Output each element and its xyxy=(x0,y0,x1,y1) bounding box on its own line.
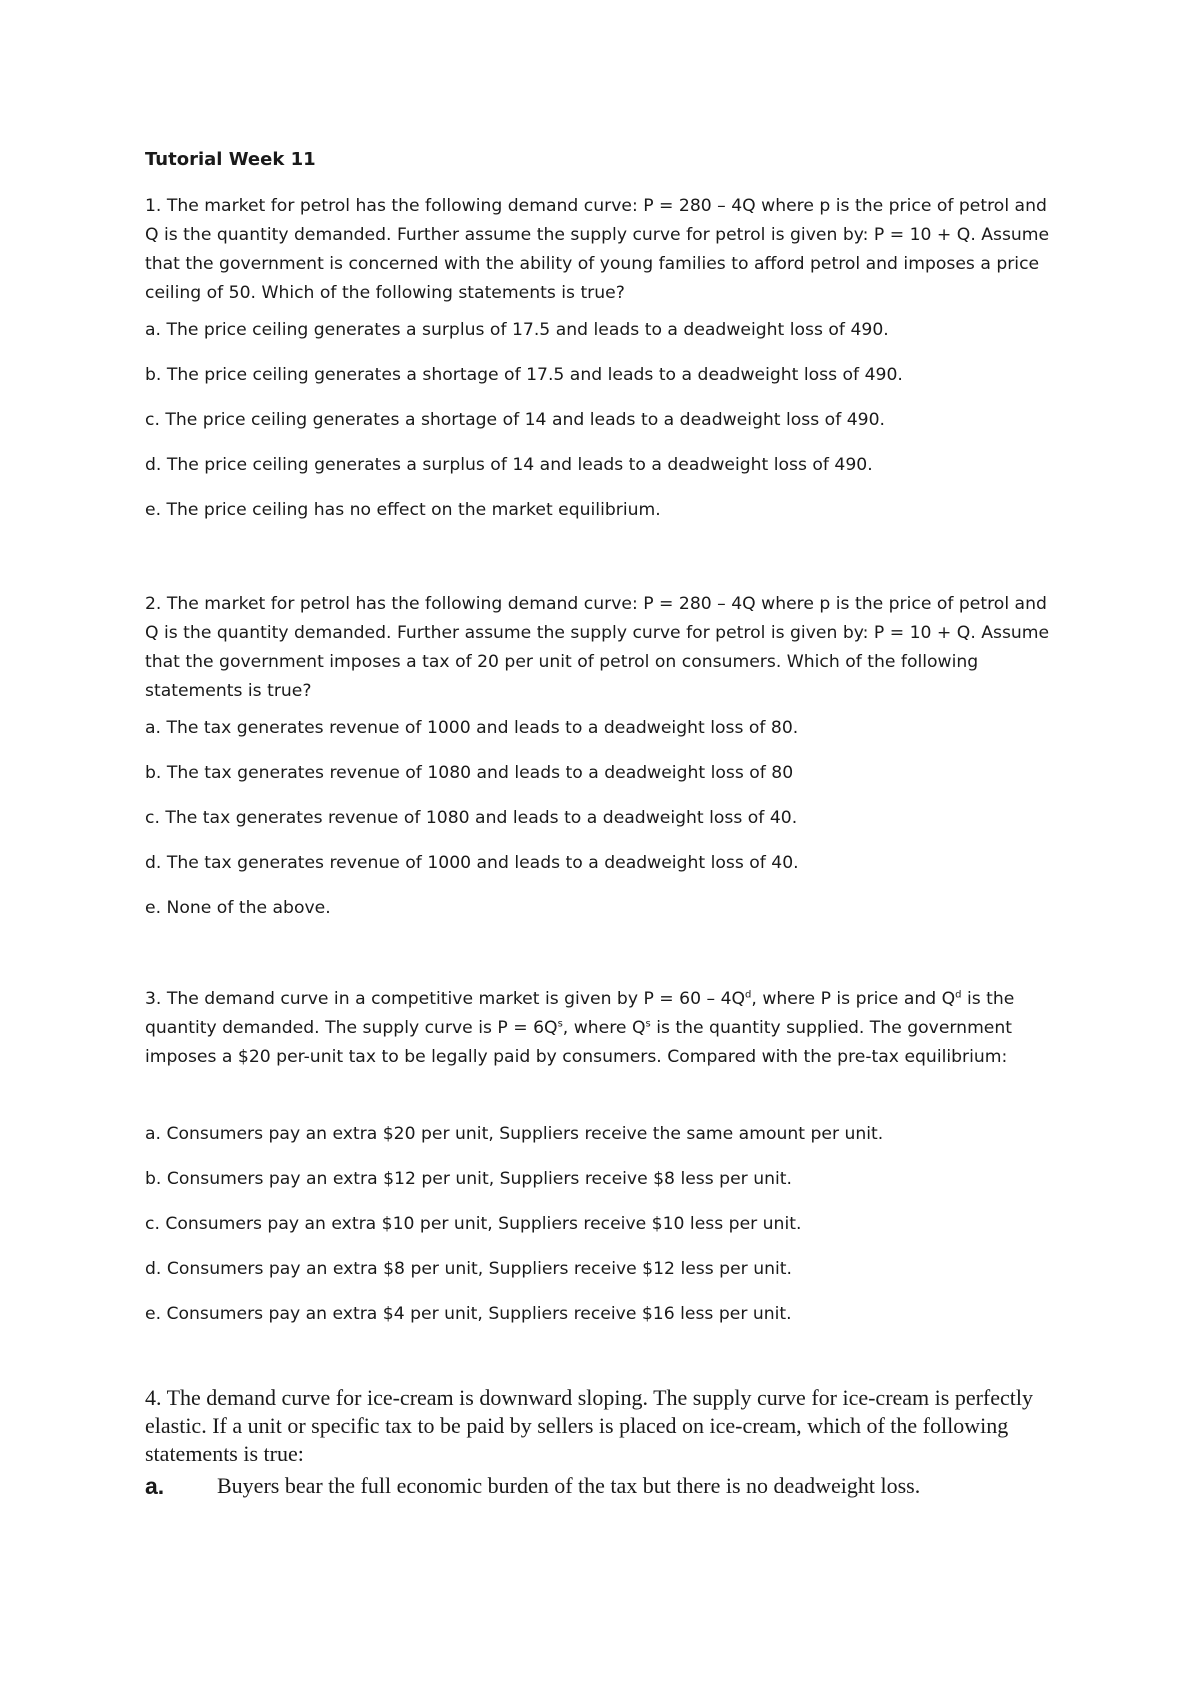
page-title: Tutorial Week 11 xyxy=(145,149,316,170)
question-1 xyxy=(145,192,1065,522)
q3-stem-text: 3. The demand curve in a competitive market is given by P = 60 – 4Q xyxy=(145,989,746,1009)
question-2-stem: 2. The market for petrol has the following demand curve: P = 280 – 4Q where p is the price of petrol and Q is the quantity demanded. Further assume the supply curve for petrol is given by: P = 10 + Q. Assume that the government imposes a tax of 20 per unit of petrol on consumers. Which of the following statements is true? xyxy=(145,594,1050,701)
question-4-option-a-label: a. xyxy=(145,1473,165,1499)
question-3-option-c: c. Consumers pay an extra $10 per unit, Suppliers receive $10 less per unit. xyxy=(145,1214,802,1234)
question-3-option-b: b. Consumers pay an extra $12 per unit, Suppliers receive $8 less per unit. xyxy=(145,1169,792,1189)
question-1-options xyxy=(145,318,1065,522)
question-1-option-a: a. The price ceiling generates a surplus of 17.5 and leads to a deadweight loss of 490. xyxy=(145,320,889,340)
q3-stem-text: is the quantity demanded. The supply curve is P = 6Q xyxy=(145,989,1015,1038)
question-4 xyxy=(145,1384,1065,1500)
question-1-option-e: e. The price ceiling has no effect on the market equilibrium. xyxy=(145,500,661,520)
question-3-stem xyxy=(145,985,1065,1072)
question-2-option-b: b. The tax generates revenue of 1080 and leads to a deadweight loss of 80 xyxy=(145,763,794,783)
question-4-stem: 4. The demand curve for ice-cream is downward sloping. The supply curve for ice-cream is perfectly elastic. If a unit or specific tax to be paid by sellers is placed on ice-cream, which of the following statements is true: xyxy=(145,1385,1034,1466)
question-3-option-a: a. Consumers pay an extra $20 per unit, Suppliers receive the same amount per unit. xyxy=(145,1124,884,1144)
question-2-option-e: e. None of the above. xyxy=(145,898,331,918)
question-3-options xyxy=(145,1122,1065,1326)
q3-stem-text: , where P is price and Q xyxy=(751,989,956,1009)
question-1-option-c: c. The price ceiling generates a shortage of 14 and leads to a deadweight loss of 490. xyxy=(145,410,885,430)
q3-sup-s: s xyxy=(557,1018,563,1030)
question-2 xyxy=(145,590,1065,920)
question-1-option-d: d. The price ceiling generates a surplus of 14 and leads to a deadweight loss of 490. xyxy=(145,455,873,475)
question-2-options xyxy=(145,716,1065,920)
q3-sup-d: d xyxy=(745,989,752,1001)
question-3-option-d: d. Consumers pay an extra $8 per unit, Suppliers receive $12 less per unit. xyxy=(145,1259,792,1279)
question-1-stem: 1. The market for petrol has the following demand curve: P = 280 – 4Q where p is the price of petrol and Q is the quantity demanded. Further assume the supply curve for petrol is given by: P = 10 + Q. Assume that the government is concerned with the ability of young families to afford petrol and imposes a price ceiling of 50. Which of the following statements is true? xyxy=(145,196,1050,303)
question-4-option-a-text: Buyers bear the full economic burden of the tax but there is no deadweight loss. xyxy=(217,1473,921,1498)
question-3 xyxy=(145,985,1065,1326)
q3-sup-s: s xyxy=(645,1018,651,1030)
q3-stem-text: is the quantity supplied. The government imposes a $20 per-unit tax to be legally paid by consumers. Compared with the pre-tax equilibrium: xyxy=(145,1018,1013,1067)
question-1-option-b: b. The price ceiling generates a shortage of 17.5 and leads to a deadweight loss of 490. xyxy=(145,365,903,385)
question-4-option-a xyxy=(145,1472,1065,1500)
question-2-option-d: d. The tax generates revenue of 1000 and leads to a deadweight loss of 40. xyxy=(145,853,799,873)
question-3-option-e: e. Consumers pay an extra $4 per unit, Suppliers receive $16 less per unit. xyxy=(145,1304,792,1324)
q3-sup-d: d xyxy=(955,989,962,1001)
question-2-option-a: a. The tax generates revenue of 1000 and leads to a deadweight loss of 80. xyxy=(145,718,799,738)
q3-stem-text: , where Q xyxy=(562,1018,646,1038)
question-2-option-c: c. The tax generates revenue of 1080 and leads to a deadweight loss of 40. xyxy=(145,808,798,828)
document-body xyxy=(145,148,1065,1500)
